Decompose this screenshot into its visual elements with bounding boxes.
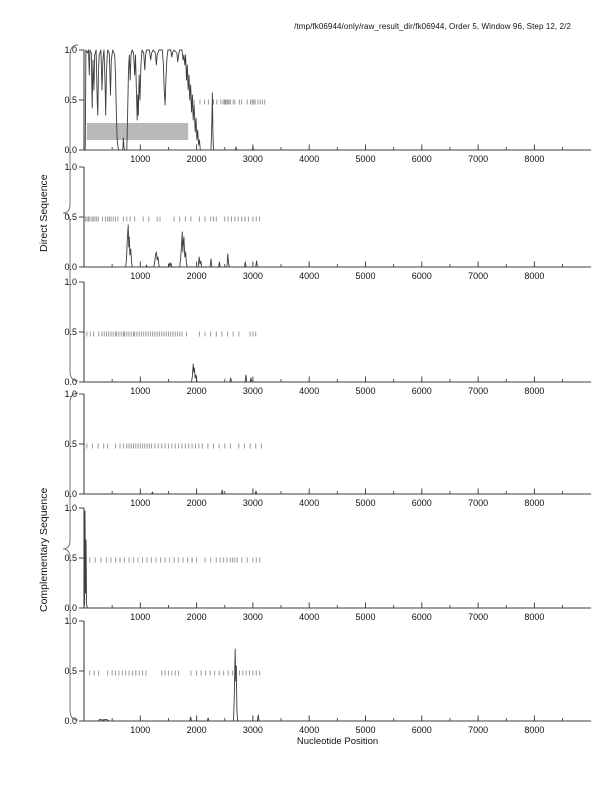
y-tick-label: 0.5: [64, 439, 77, 449]
y-tick-label: 1.0: [64, 503, 77, 513]
x-tick-label: 6000: [411, 154, 432, 164]
panel-complementary-frame-3: [0, 613, 612, 743]
panel-direct-frame-3: [0, 274, 612, 404]
x-tick-label: 8000: [524, 271, 545, 281]
x-tick-label: 4000: [299, 154, 320, 164]
x-tick-label: 4000: [299, 271, 320, 281]
y-tick-label: 0.0: [64, 262, 77, 272]
x-tick-label: 1000: [130, 498, 151, 508]
x-tick-label: 7000: [468, 154, 489, 164]
x-tick-label: 2000: [186, 612, 207, 622]
x-tick-label: 2000: [186, 386, 207, 396]
x-tick-label: 4000: [299, 386, 320, 396]
x-tick-label: 5000: [355, 498, 376, 508]
y-tick-label: 0.0: [64, 603, 77, 613]
predicted-region-bar: [87, 123, 188, 140]
x-tick-label: 8000: [524, 612, 545, 622]
x-tick-label: 3000: [242, 498, 263, 508]
x-tick-label: 2000: [186, 498, 207, 508]
x-tick-label: 3000: [242, 386, 263, 396]
x-tick-label: 8000: [524, 154, 545, 164]
x-tick-label: 6000: [411, 498, 432, 508]
y-tick-label: 0.5: [64, 666, 77, 676]
x-tick-label: 8000: [524, 386, 545, 396]
x-tick-label: 4000: [299, 612, 320, 622]
y-tick-label: 1.0: [64, 277, 77, 287]
x-tick-label: 3000: [242, 271, 263, 281]
x-tick-label: 2000: [186, 154, 207, 164]
x-axis-title: Nucleotide Position: [296, 736, 379, 747]
plot-title: /tmp/fk06944/only/raw_result_dir/fk06944, Order 5, Window 96, Step 12, 2/2: [294, 22, 571, 31]
x-tick-label: 4000: [299, 498, 320, 508]
y-tick-label: 0.5: [64, 212, 77, 222]
x-tick-label: 6000: [411, 386, 432, 396]
panel-direct-frame-1: [0, 42, 612, 172]
x-tick-label: 7000: [468, 725, 489, 735]
y-tick-label: 0.0: [64, 145, 77, 155]
direct-sequence-label: Direct Sequence: [38, 174, 50, 252]
x-tick-label: 5000: [355, 154, 376, 164]
x-tick-label: 7000: [468, 386, 489, 396]
x-tick-label: 2000: [186, 725, 207, 735]
x-tick-label: 7000: [468, 612, 489, 622]
y-tick-label: 0.5: [64, 327, 77, 337]
x-tick-label: 2000: [186, 271, 207, 281]
y-tick-label: 0.0: [64, 716, 77, 726]
panel-complementary-frame-1: [0, 386, 612, 516]
x-tick-label: 5000: [355, 386, 376, 396]
x-tick-label: 8000: [524, 498, 545, 508]
x-tick-label: 1000: [130, 154, 151, 164]
x-tick-label: 3000: [242, 725, 263, 735]
panel-direct-frame-2: [0, 159, 612, 289]
x-tick-label: 1000: [130, 612, 151, 622]
x-tick-label: 1000: [130, 386, 151, 396]
x-tick-label: 4000: [299, 725, 320, 735]
x-tick-label: 5000: [355, 271, 376, 281]
y-tick-label: 1.0: [64, 616, 77, 626]
probability-curve: [84, 511, 591, 608]
panel-complementary-frame-2: [0, 500, 612, 630]
y-tick-label: 1.0: [64, 389, 77, 399]
probability-curve: [84, 225, 591, 267]
x-tick-label: 6000: [411, 271, 432, 281]
x-tick-label: 6000: [411, 612, 432, 622]
x-tick-label: 3000: [242, 154, 263, 164]
y-tick-label: 0.0: [64, 377, 77, 387]
x-tick-label: 8000: [524, 725, 545, 735]
x-tick-label: 6000: [411, 725, 432, 735]
x-tick-label: 7000: [468, 271, 489, 281]
x-tick-label: 5000: [355, 612, 376, 622]
y-tick-label: 1.0: [64, 45, 77, 55]
x-tick-label: 1000: [130, 271, 151, 281]
complementary-sequence-label: Complementary Sequence: [38, 487, 50, 613]
x-tick-label: 3000: [242, 612, 263, 622]
probability-curve: [84, 649, 591, 721]
x-tick-label: 7000: [468, 498, 489, 508]
y-tick-label: 0.5: [64, 95, 77, 105]
y-tick-label: 0.0: [64, 489, 77, 499]
x-tick-label: 5000: [355, 725, 376, 735]
y-tick-label: 0.5: [64, 553, 77, 563]
y-tick-label: 1.0: [64, 162, 77, 172]
x-tick-label: 1000: [130, 725, 151, 735]
